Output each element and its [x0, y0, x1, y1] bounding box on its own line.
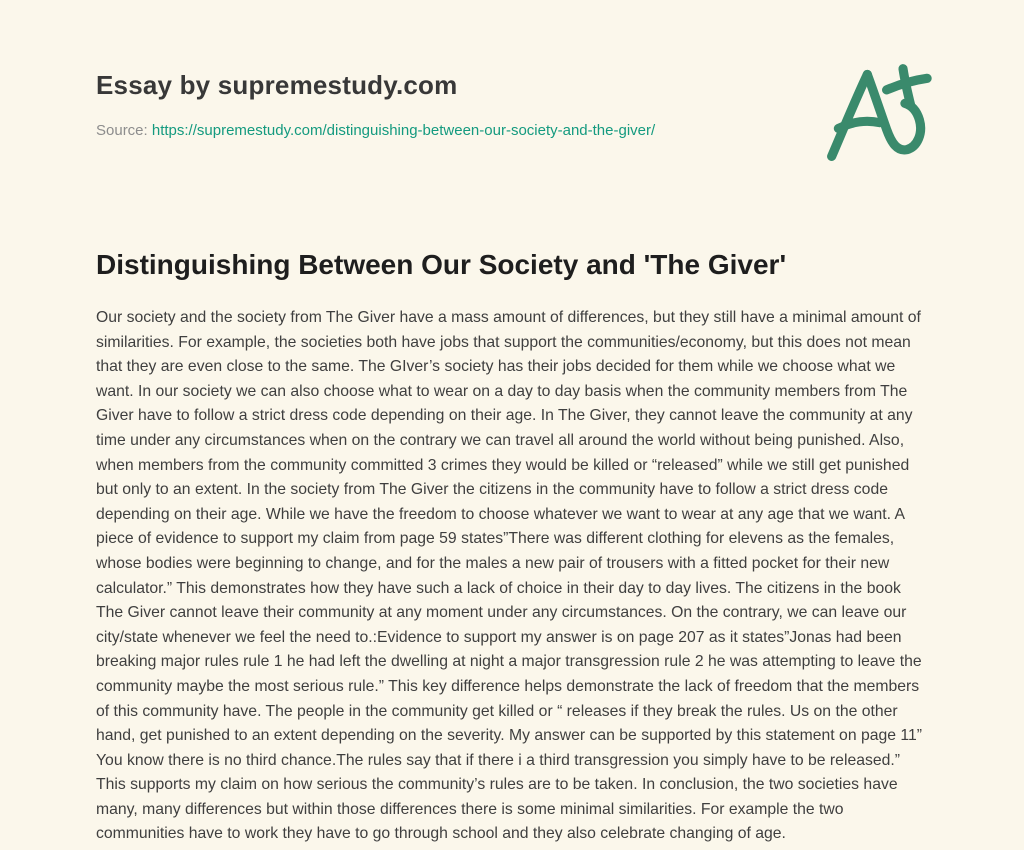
- source-link[interactable]: https://supremestudy.com/distinguishing-between-our-society-and-the-giver/: [151, 122, 656, 139]
- a-plus-logo-icon: [818, 60, 934, 168]
- essay-body: Our society and the society from The Giver have a mass amount of differences, but they still have a minimal amount of similarities. For example, the societies both have jobs that support the communities/economy, but this does not mean that they are even close to the same. The GIver’s society has their jobs decided for them while we choose what we want. In our society we can also choose what to wear on a day to day basis when the community members from The Giver have to follow a strict dress code depending on their age. In The Giver, they cannot leave the community at any time under any circumstances when on the contrary we can travel all around the world without being punished. Also, when members from the community committed 3 crimes they would be killed or “released” while we still get punished but only to an extent. In the society from The Giver the citizens in the community have to follow a strict dress code depending on their age. While we have the freedom to choose whatever we want to wear at any age that we want. A piece of evidence to support my claim from page 59 states”There was different clothing for elevens as the females, whose bodies were beginning to change, and for the males a new pair of trousers with a fitted pocket for their new calculator.” This demonstrates how they have such a lack of choice in their day to day lives. The citizens in the book The Giver cannot leave their community at any moment under any circumstances. On the contrary, we can leave our city/state whenever we feel the need to.:Evidence to support my answer is on page 207 as it states”Jonas had been breaking major rules rule 1 he had left the dwelling at night a major transgression rule 2 he was attempting to leave the community maybe the most serious rule.” This key difference helps demonstrate the lack of freedom that the members of this community have. The people in the community get killed or “ releases if they break the rules. Us on the other hand, get punished to an extent depending on the severity. My answer can be supported by this statement on page 11” You know there is no third chance.The rules say that if there i a third transgression you simply have to be released.” This supports my claim on how serious the community’s rules are to be taken. In conclusion, the two societies have many, many differences but within those differences there is some minimal similarities. For example the two communities have to work they have to go through school and they also celebrate changing of age.: [96, 309, 922, 843]
- essay-main: [96, 249, 929, 847]
- source-line: [96, 122, 929, 139]
- essay-title: Distinguishing Between Our Society and 'The Giver': [96, 249, 787, 280]
- a-plus-logo: [818, 60, 934, 168]
- site-title: Essay by supremestudy.com: [96, 70, 458, 100]
- source-label: Source:: [96, 122, 148, 139]
- page-header: [96, 0, 929, 139]
